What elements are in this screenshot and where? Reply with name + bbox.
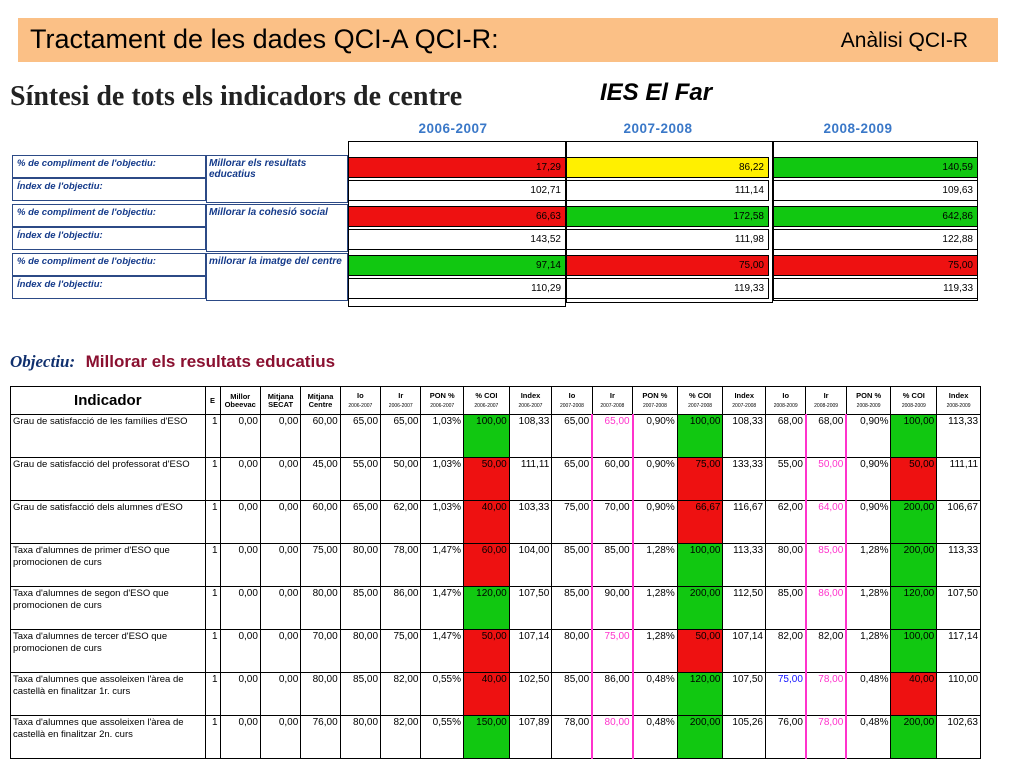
index-label: Índex de l'objectiu:	[12, 178, 206, 201]
value-cell: 64,00	[806, 501, 846, 544]
index-value: 110,29	[348, 278, 566, 299]
value-cell: 86,00	[806, 587, 846, 630]
table-row	[11, 716, 981, 759]
index-value: 111,98	[566, 229, 769, 250]
value-cell: 60,00	[301, 415, 340, 458]
value-cell: 107,14	[509, 630, 552, 673]
value-cell: 65,00	[552, 458, 592, 501]
index-label: Índex de l'objectiu:	[12, 276, 206, 299]
index-value: 111,14	[566, 180, 769, 201]
value-cell: 103,33	[509, 501, 552, 544]
value-cell: 80,00	[552, 630, 592, 673]
weight-cell: 1	[205, 544, 220, 587]
table-row	[11, 501, 981, 544]
weight-cell: 1	[205, 630, 220, 673]
column-header: Millor Obeevac	[220, 387, 260, 415]
column-header: Mitjana SECAT	[260, 387, 300, 415]
index-value: 119,33	[566, 278, 769, 299]
value-cell: 78,00	[806, 716, 846, 759]
table-row	[11, 415, 981, 458]
value-cell: 0,48%	[633, 716, 678, 759]
value-cell: 1,28%	[846, 587, 891, 630]
value-cell: 65,00	[340, 415, 380, 458]
column-header: Mitjana Centre	[301, 387, 340, 415]
value-cell: 1,28%	[633, 587, 678, 630]
value-cell: 86,00	[592, 673, 632, 716]
value-cell: 0,00	[260, 716, 300, 759]
weight-cell: 1	[205, 716, 220, 759]
indicator-name: Grau de satisfacció del professorat d'ESO	[11, 458, 206, 501]
value-cell: 65,00	[381, 415, 421, 458]
indicator-name: Grau de satisfacció dels alumnes d'ESO	[11, 501, 206, 544]
value-cell: 200,00	[677, 587, 723, 630]
value-cell: 0,00	[220, 544, 260, 587]
column-header: PON % 2008-2009	[846, 387, 891, 415]
compliance-value: 140,59	[773, 157, 978, 178]
index-value: 143,52	[348, 229, 566, 250]
objective-label: Millorar els resultats educatius	[206, 155, 348, 203]
column-header: PON % 2006-2007	[421, 387, 464, 415]
value-cell: 85,00	[766, 587, 806, 630]
value-cell: 200,00	[677, 716, 723, 759]
value-cell: 0,48%	[633, 673, 678, 716]
value-cell: 0,00	[260, 415, 300, 458]
value-cell: 0,00	[260, 630, 300, 673]
value-cell: 0,00	[260, 501, 300, 544]
value-cell: 75,00	[677, 458, 723, 501]
value-cell: 75,00	[301, 544, 340, 587]
value-cell: 75,00	[766, 673, 806, 716]
value-cell: 55,00	[766, 458, 806, 501]
value-cell: 0,48%	[846, 716, 891, 759]
value-cell: 1,47%	[421, 630, 464, 673]
compliance-label: % de compliment de l'objectiu:	[12, 253, 206, 276]
compliance-value: 17,29	[348, 157, 566, 178]
value-cell: 0,00	[260, 458, 300, 501]
value-cell: 0,90%	[633, 415, 678, 458]
value-cell: 45,00	[301, 458, 340, 501]
value-cell: 50,00	[891, 458, 937, 501]
value-cell: 1,28%	[846, 544, 891, 587]
value-cell: 66,67	[677, 501, 723, 544]
index-value: 109,63	[773, 180, 978, 201]
value-cell: 62,00	[766, 501, 806, 544]
value-cell: 107,50	[509, 587, 552, 630]
year-header: 2006-2007	[418, 121, 488, 136]
column-header: % COI 2008-2009	[891, 387, 937, 415]
value-cell: 76,00	[766, 716, 806, 759]
value-cell: 85,00	[552, 587, 592, 630]
column-header: Index 2008-2009	[937, 387, 981, 415]
value-cell: 80,00	[340, 630, 380, 673]
indicator-name: Grau de satisfacció de les famílies d'ESO	[11, 415, 206, 458]
value-cell: 100,00	[464, 415, 510, 458]
index-value: 122,88	[773, 229, 978, 250]
value-cell: 0,00	[220, 587, 260, 630]
title-banner	[18, 18, 998, 62]
page-title: Tractament de les dades QCI-A QCI-R:	[30, 24, 499, 54]
column-header: Ir 2007-2008	[592, 387, 632, 415]
value-cell: 102,50	[509, 673, 552, 716]
value-cell: 1,28%	[633, 544, 678, 587]
column-header: Io 2006-2007	[340, 387, 380, 415]
value-cell: 70,00	[592, 501, 632, 544]
indicator-name: Taxa d'alumnes de segon d'ESO que promocionen de curs	[11, 587, 206, 630]
indicator-table	[10, 386, 981, 759]
value-cell: 85,00	[340, 673, 380, 716]
value-cell: 40,00	[891, 673, 937, 716]
value-cell: 0,90%	[846, 501, 891, 544]
value-cell: 65,00	[340, 501, 380, 544]
page-subtitle: Anàlisi QCI-R	[840, 29, 968, 52]
value-cell: 68,00	[766, 415, 806, 458]
value-cell: 80,00	[340, 544, 380, 587]
compliance-value: 66,63	[348, 206, 566, 227]
value-cell: 90,00	[592, 587, 632, 630]
compliance-label: % de compliment de l'objectiu:	[12, 204, 206, 227]
value-cell: 113,33	[723, 544, 766, 587]
value-cell: 0,00	[220, 673, 260, 716]
value-cell: 0,90%	[633, 458, 678, 501]
value-cell: 110,00	[937, 673, 981, 716]
objective-heading	[10, 352, 335, 372]
value-cell: 50,00	[677, 630, 723, 673]
compliance-label: % de compliment de l'objectiu:	[12, 155, 206, 178]
column-header: Ir 2008-2009	[806, 387, 846, 415]
value-cell: 104,00	[509, 544, 552, 587]
indicator-name: Taxa d'alumnes de primer d'ESO que promocionen de curs	[11, 544, 206, 587]
value-cell: 0,55%	[421, 716, 464, 759]
column-header-indicator: Indicador	[11, 387, 206, 415]
value-cell: 40,00	[464, 673, 510, 716]
value-cell: 85,00	[340, 587, 380, 630]
value-cell: 68,00	[806, 415, 846, 458]
value-cell: 60,00	[301, 501, 340, 544]
column-header: Ir 2006-2007	[381, 387, 421, 415]
column-header: E	[205, 387, 220, 415]
value-cell: 112,50	[723, 587, 766, 630]
compliance-value: 75,00	[773, 255, 978, 276]
value-cell: 105,26	[723, 716, 766, 759]
value-cell: 100,00	[891, 630, 937, 673]
value-cell: 200,00	[891, 544, 937, 587]
value-cell: 85,00	[552, 673, 592, 716]
value-cell: 65,00	[592, 415, 632, 458]
indicator-table-header	[11, 387, 981, 415]
value-cell: 0,00	[220, 415, 260, 458]
value-cell: 0,90%	[846, 458, 891, 501]
value-cell: 80,00	[301, 587, 340, 630]
value-cell: 0,90%	[846, 415, 891, 458]
value-cell: 60,00	[592, 458, 632, 501]
value-cell: 78,00	[552, 716, 592, 759]
value-cell: 80,00	[766, 544, 806, 587]
value-cell: 0,00	[260, 544, 300, 587]
value-cell: 102,63	[937, 716, 981, 759]
value-cell: 117,14	[937, 630, 981, 673]
value-cell: 85,00	[552, 544, 592, 587]
value-cell: 100,00	[677, 544, 723, 587]
value-cell: 0,00	[220, 501, 260, 544]
value-cell: 82,00	[381, 716, 421, 759]
compliance-value: 97,14	[348, 255, 566, 276]
value-cell: 1,47%	[421, 587, 464, 630]
value-cell: 80,00	[301, 673, 340, 716]
value-cell: 85,00	[806, 544, 846, 587]
weight-cell: 1	[205, 587, 220, 630]
value-cell: 106,67	[937, 501, 981, 544]
value-cell: 75,00	[592, 630, 632, 673]
value-cell: 75,00	[552, 501, 592, 544]
value-cell: 100,00	[677, 415, 723, 458]
compliance-value: 172,58	[566, 206, 769, 227]
value-cell: 0,48%	[846, 673, 891, 716]
value-cell: 200,00	[891, 716, 937, 759]
indicator-name: Taxa d'alumnes de tercer d'ESO que promocionen de curs	[11, 630, 206, 673]
value-cell: 108,33	[509, 415, 552, 458]
value-cell: 70,00	[301, 630, 340, 673]
index-value: 119,33	[773, 278, 978, 299]
value-cell: 82,00	[806, 630, 846, 673]
value-cell: 50,00	[381, 458, 421, 501]
objective-label: millorar la imatge del centre	[206, 253, 348, 301]
value-cell: 0,00	[260, 587, 300, 630]
objective-name: Millorar els resultats educatius	[85, 352, 336, 371]
value-cell: 65,00	[552, 415, 592, 458]
column-header: Io 2008-2009	[766, 387, 806, 415]
school-name: IES El Far	[600, 79, 713, 106]
value-cell: 82,00	[766, 630, 806, 673]
index-value: 102,71	[348, 180, 566, 201]
value-cell: 0,00	[220, 630, 260, 673]
value-cell: 85,00	[592, 544, 632, 587]
year-header: 2008-2009	[823, 121, 893, 136]
objective-prefix: Objectiu:	[10, 352, 76, 371]
value-cell: 100,00	[891, 415, 937, 458]
value-cell: 150,00	[464, 716, 510, 759]
value-cell: 0,55%	[421, 673, 464, 716]
value-cell: 80,00	[592, 716, 632, 759]
column-header: Index 2006-2007	[509, 387, 552, 415]
weight-cell: 1	[205, 415, 220, 458]
value-cell: 50,00	[464, 458, 510, 501]
value-cell: 60,00	[464, 544, 510, 587]
table-row	[11, 587, 981, 630]
value-cell: 1,03%	[421, 415, 464, 458]
value-cell: 113,33	[937, 544, 981, 587]
indicator-name: Taxa d'alumnes que assoleixen l'àrea de castellà en finalitzar 1r. curs	[11, 673, 206, 716]
value-cell: 78,00	[381, 544, 421, 587]
value-cell: 0,00	[220, 458, 260, 501]
value-cell: 50,00	[464, 630, 510, 673]
column-header: PON % 2007-2008	[633, 387, 678, 415]
table-row	[11, 630, 981, 673]
column-header: % COI 2007-2008	[677, 387, 723, 415]
value-cell: 1,28%	[846, 630, 891, 673]
value-cell: 107,89	[509, 716, 552, 759]
value-cell: 75,00	[381, 630, 421, 673]
value-cell: 108,33	[723, 415, 766, 458]
value-cell: 120,00	[677, 673, 723, 716]
compliance-value: 86,22	[566, 157, 769, 178]
value-cell: 55,00	[340, 458, 380, 501]
value-cell: 116,67	[723, 501, 766, 544]
column-header: Index 2007-2008	[723, 387, 766, 415]
weight-cell: 1	[205, 501, 220, 544]
value-cell: 1,03%	[421, 458, 464, 501]
value-cell: 1,03%	[421, 501, 464, 544]
value-cell: 78,00	[806, 673, 846, 716]
value-cell: 111,11	[937, 458, 981, 501]
value-cell: 107,50	[723, 673, 766, 716]
weight-cell: 1	[205, 458, 220, 501]
year-header: 2007-2008	[623, 121, 693, 136]
column-header: Io 2007-2008	[552, 387, 592, 415]
value-cell: 82,00	[381, 673, 421, 716]
summary-title: Síntesi de tots els indicadors de centre	[10, 81, 463, 112]
value-cell: 76,00	[301, 716, 340, 759]
value-cell: 0,90%	[633, 501, 678, 544]
compliance-value: 642,86	[773, 206, 978, 227]
value-cell: 133,33	[723, 458, 766, 501]
compliance-value: 75,00	[566, 255, 769, 276]
value-cell: 120,00	[891, 587, 937, 630]
value-cell: 1,28%	[633, 630, 678, 673]
table-row	[11, 673, 981, 716]
value-cell: 113,33	[937, 415, 981, 458]
table-row	[11, 458, 981, 501]
objective-label: Millorar la cohesió social	[206, 204, 348, 252]
value-cell: 86,00	[381, 587, 421, 630]
value-cell: 200,00	[891, 501, 937, 544]
column-header: % COI 2006-2007	[464, 387, 510, 415]
value-cell: 107,50	[937, 587, 981, 630]
value-cell: 120,00	[464, 587, 510, 630]
value-cell: 80,00	[340, 716, 380, 759]
value-cell: 50,00	[806, 458, 846, 501]
index-label: Índex de l'objectiu:	[12, 227, 206, 250]
value-cell: 62,00	[381, 501, 421, 544]
indicator-name: Taxa d'alumnes que assoleixen l'àrea de castellà en finalitzar 2n. curs	[11, 716, 206, 759]
value-cell: 107,14	[723, 630, 766, 673]
value-cell: 40,00	[464, 501, 510, 544]
weight-cell: 1	[205, 673, 220, 716]
value-cell: 0,00	[220, 716, 260, 759]
value-cell: 1,47%	[421, 544, 464, 587]
value-cell: 111,11	[509, 458, 552, 501]
table-row	[11, 544, 981, 587]
value-cell: 0,00	[260, 673, 300, 716]
